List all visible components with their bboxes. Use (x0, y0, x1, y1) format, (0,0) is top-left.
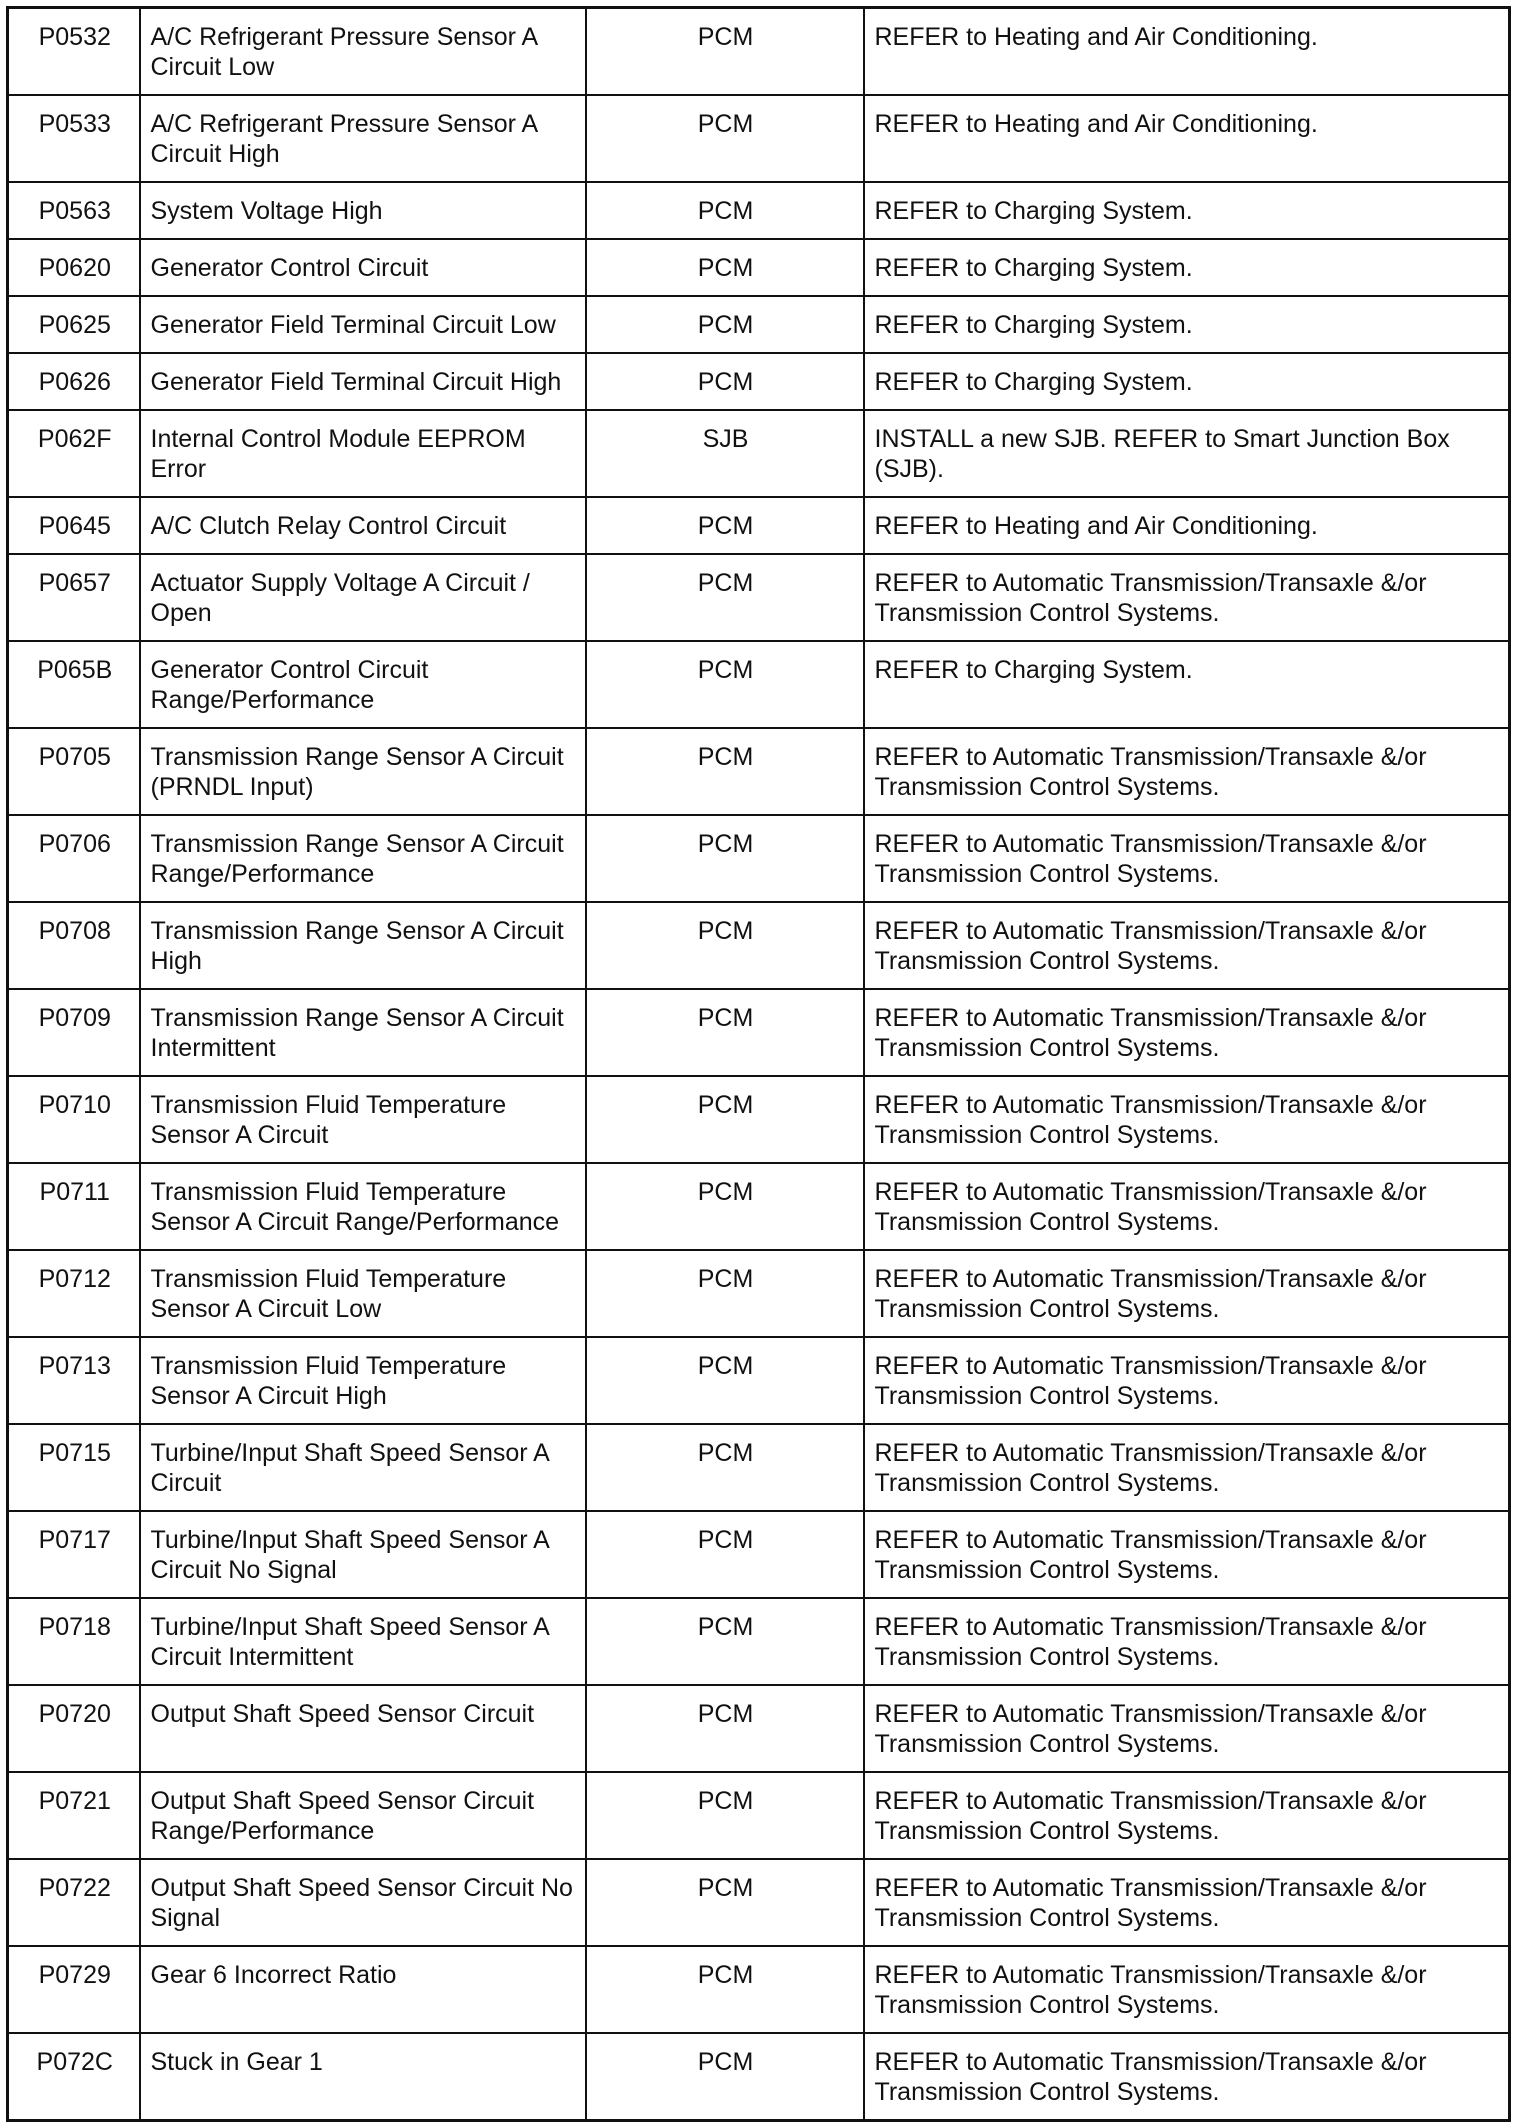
dtc-module: PCM (586, 1772, 864, 1859)
table-row (8, 641, 1510, 728)
dtc-code: P0715 (8, 1424, 140, 1511)
table-row (8, 1163, 1510, 1250)
table-row (8, 1946, 1510, 2033)
dtc-action: REFER to Charging System. (864, 641, 1510, 728)
dtc-action: REFER to Charging System. (864, 182, 1510, 239)
table-row (8, 497, 1510, 554)
table-row (8, 239, 1510, 296)
dtc-code: P072C (8, 2033, 140, 2121)
dtc-action: REFER to Automatic Transmission/Transaxle &/or Transmission Control Systems. (864, 989, 1510, 1076)
dtc-module: PCM (586, 1424, 864, 1511)
dtc-action: REFER to Automatic Transmission/Transaxle &/or Transmission Control Systems. (864, 1511, 1510, 1598)
dtc-code: P0706 (8, 815, 140, 902)
dtc-module: PCM (586, 1598, 864, 1685)
dtc-module: PCM (586, 641, 864, 728)
dtc-action: REFER to Automatic Transmission/Transaxle &/or Transmission Control Systems. (864, 728, 1510, 815)
dtc-description: Gear 6 Incorrect Ratio (140, 1946, 586, 2033)
dtc-action: REFER to Automatic Transmission/Transaxle &/or Transmission Control Systems. (864, 1076, 1510, 1163)
table-row (8, 1424, 1510, 1511)
dtc-description: Transmission Fluid Temperature Sensor A Circuit (140, 1076, 586, 1163)
table-row (8, 182, 1510, 239)
dtc-code: P0626 (8, 353, 140, 410)
dtc-description: Transmission Range Sensor A Circuit Intermittent (140, 989, 586, 1076)
dtc-module: PCM (586, 239, 864, 296)
dtc-description: Stuck in Gear 1 (140, 2033, 586, 2121)
dtc-module: PCM (586, 95, 864, 182)
dtc-module: PCM (586, 1946, 864, 2033)
dtc-description: A/C Refrigerant Pressure Sensor A Circuit Low (140, 8, 586, 96)
dtc-description: A/C Clutch Relay Control Circuit (140, 497, 586, 554)
dtc-action: REFER to Automatic Transmission/Transaxle &/or Transmission Control Systems. (864, 1859, 1510, 1946)
table-row (8, 8, 1510, 96)
dtc-code: P0712 (8, 1250, 140, 1337)
dtc-module: PCM (586, 1337, 864, 1424)
dtc-module: PCM (586, 1250, 864, 1337)
table-row (8, 1772, 1510, 1859)
dtc-module: PCM (586, 497, 864, 554)
dtc-description: Transmission Fluid Temperature Sensor A Circuit Range/Performance (140, 1163, 586, 1250)
dtc-action: REFER to Automatic Transmission/Transaxle &/or Transmission Control Systems. (864, 1598, 1510, 1685)
dtc-code: P0720 (8, 1685, 140, 1772)
dtc-description: Internal Control Module EEPROM Error (140, 410, 586, 497)
dtc-action: REFER to Automatic Transmission/Transaxle &/or Transmission Control Systems. (864, 1250, 1510, 1337)
dtc-module: PCM (586, 728, 864, 815)
dtc-description: Transmission Range Sensor A Circuit High (140, 902, 586, 989)
table-row (8, 353, 1510, 410)
dtc-description: Output Shaft Speed Sensor Circuit (140, 1685, 586, 1772)
dtc-code: P0729 (8, 1946, 140, 2033)
table-row (8, 1076, 1510, 1163)
dtc-code: P0532 (8, 8, 140, 96)
dtc-code: P065B (8, 641, 140, 728)
dtc-action: REFER to Automatic Transmission/Transaxle &/or Transmission Control Systems. (864, 815, 1510, 902)
dtc-module: PCM (586, 2033, 864, 2121)
dtc-description: Turbine/Input Shaft Speed Sensor A Circuit Intermittent (140, 1598, 586, 1685)
dtc-code: P0533 (8, 95, 140, 182)
dtc-module: SJB (586, 410, 864, 497)
dtc-action: REFER to Heating and Air Conditioning. (864, 497, 1510, 554)
dtc-description: Transmission Range Sensor A Circuit (PRNDL Input) (140, 728, 586, 815)
table-row (8, 728, 1510, 815)
dtc-description: Generator Field Terminal Circuit Low (140, 296, 586, 353)
dtc-module: PCM (586, 989, 864, 1076)
dtc-description: Transmission Fluid Temperature Sensor A Circuit Low (140, 1250, 586, 1337)
dtc-action: REFER to Automatic Transmission/Transaxle &/or Transmission Control Systems. (864, 902, 1510, 989)
dtc-code: P0713 (8, 1337, 140, 1424)
dtc-action: REFER to Heating and Air Conditioning. (864, 95, 1510, 182)
table-row (8, 815, 1510, 902)
dtc-table (6, 6, 1511, 2122)
dtc-action: REFER to Automatic Transmission/Transaxle &/or Transmission Control Systems. (864, 1685, 1510, 1772)
dtc-code: P0657 (8, 554, 140, 641)
dtc-action: REFER to Charging System. (864, 239, 1510, 296)
dtc-description: A/C Refrigerant Pressure Sensor A Circuit High (140, 95, 586, 182)
dtc-code: P0708 (8, 902, 140, 989)
dtc-description: Actuator Supply Voltage A Circuit / Open (140, 554, 586, 641)
table-row (8, 296, 1510, 353)
dtc-description: System Voltage High (140, 182, 586, 239)
table-row (8, 1250, 1510, 1337)
dtc-action: REFER to Charging System. (864, 353, 1510, 410)
dtc-code: P0711 (8, 1163, 140, 1250)
dtc-action: REFER to Automatic Transmission/Transaxle &/or Transmission Control Systems. (864, 1946, 1510, 2033)
table-row (8, 2033, 1510, 2121)
dtc-code: P0718 (8, 1598, 140, 1685)
dtc-description: Transmission Fluid Temperature Sensor A Circuit High (140, 1337, 586, 1424)
dtc-module: PCM (586, 1859, 864, 1946)
dtc-action: REFER to Automatic Transmission/Transaxle &/or Transmission Control Systems. (864, 1337, 1510, 1424)
dtc-code: P0705 (8, 728, 140, 815)
dtc-module: PCM (586, 296, 864, 353)
dtc-action: REFER to Heating and Air Conditioning. (864, 8, 1510, 96)
dtc-module: PCM (586, 554, 864, 641)
dtc-code: P0620 (8, 239, 140, 296)
dtc-description: Generator Field Terminal Circuit High (140, 353, 586, 410)
dtc-action: REFER to Automatic Transmission/Transaxle &/or Transmission Control Systems. (864, 554, 1510, 641)
dtc-description: Output Shaft Speed Sensor Circuit Range/Performance (140, 1772, 586, 1859)
dtc-module: PCM (586, 353, 864, 410)
dtc-code: P0625 (8, 296, 140, 353)
dtc-table-body (8, 8, 1510, 2121)
dtc-description: Turbine/Input Shaft Speed Sensor A Circuit (140, 1424, 586, 1511)
table-row (8, 410, 1510, 497)
dtc-code: P0717 (8, 1511, 140, 1598)
dtc-module: PCM (586, 815, 864, 902)
dtc-action: INSTALL a new SJB. REFER to Smart Junction Box (SJB). (864, 410, 1510, 497)
table-row (8, 989, 1510, 1076)
dtc-module: PCM (586, 1685, 864, 1772)
dtc-module: PCM (586, 8, 864, 96)
dtc-action: REFER to Automatic Transmission/Transaxle &/or Transmission Control Systems. (864, 1424, 1510, 1511)
dtc-description: Generator Control Circuit Range/Performance (140, 641, 586, 728)
table-row (8, 554, 1510, 641)
dtc-action: REFER to Charging System. (864, 296, 1510, 353)
dtc-code: P0563 (8, 182, 140, 239)
dtc-module: PCM (586, 1511, 864, 1598)
table-row (8, 1598, 1510, 1685)
table-row (8, 1685, 1510, 1772)
table-row (8, 1337, 1510, 1424)
dtc-module: PCM (586, 182, 864, 239)
dtc-description: Generator Control Circuit (140, 239, 586, 296)
dtc-module: PCM (586, 1163, 864, 1250)
dtc-module: PCM (586, 902, 864, 989)
dtc-code: P0721 (8, 1772, 140, 1859)
dtc-action: REFER to Automatic Transmission/Transaxle &/or Transmission Control Systems. (864, 1163, 1510, 1250)
dtc-description: Output Shaft Speed Sensor Circuit No Signal (140, 1859, 586, 1946)
dtc-action: REFER to Automatic Transmission/Transaxle &/or Transmission Control Systems. (864, 2033, 1510, 2121)
dtc-code: P062F (8, 410, 140, 497)
dtc-module: PCM (586, 1076, 864, 1163)
dtc-code: P0645 (8, 497, 140, 554)
dtc-code: P0722 (8, 1859, 140, 1946)
table-row (8, 95, 1510, 182)
table-row (8, 1511, 1510, 1598)
dtc-description: Turbine/Input Shaft Speed Sensor A Circuit No Signal (140, 1511, 586, 1598)
table-row (8, 1859, 1510, 1946)
dtc-code: P0710 (8, 1076, 140, 1163)
dtc-description: Transmission Range Sensor A Circuit Range/Performance (140, 815, 586, 902)
table-row (8, 902, 1510, 989)
dtc-action: REFER to Automatic Transmission/Transaxle &/or Transmission Control Systems. (864, 1772, 1510, 1859)
dtc-code: P0709 (8, 989, 140, 1076)
